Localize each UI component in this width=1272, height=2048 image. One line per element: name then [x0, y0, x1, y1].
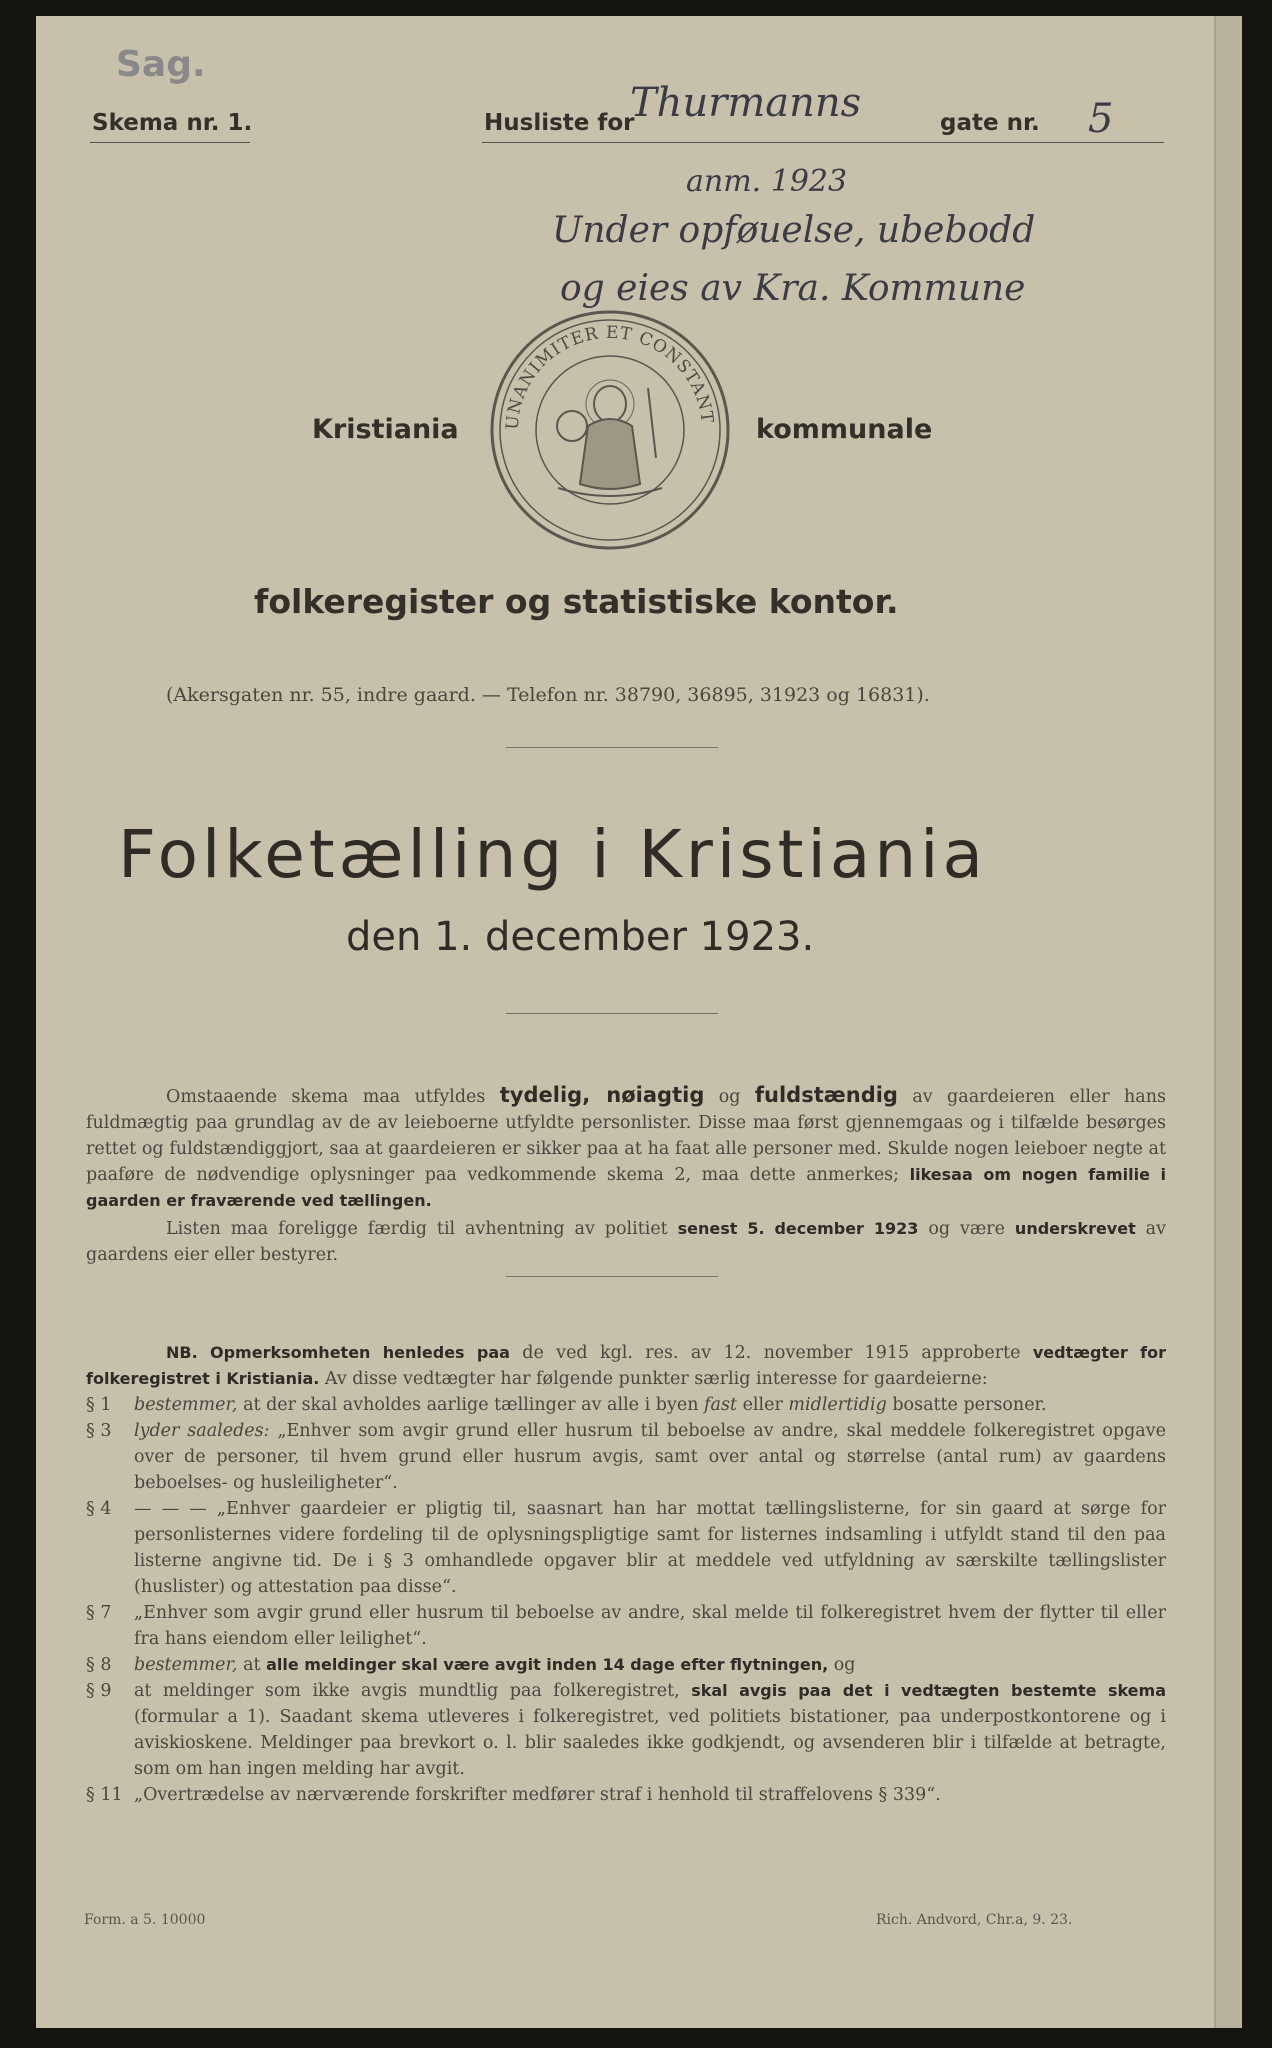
annotation-line-3: og eies av Kra. Kommune	[560, 268, 1026, 309]
section-number: § 9	[86, 1681, 112, 1701]
section-number: § 8	[86, 1655, 112, 1675]
schema-underline	[90, 142, 250, 143]
census-form-page: Sag. Skema nr. 1. Husliste for Thurmanns gate nr. 5 anm. 1923 Under opføuelse, ubebodd og eies av Kra. Kommune UNANIMITER ET CONSTANT Kristiania kommunale folkeregister og statistiske kontor. (Akersgaten nr. 55, indre gaard. — Telefon nr. 38790, 36895, 31923 og 16831). Folketælling i Kristiania den 1. december 1923. Omstaaende skema maa utfyldes tydelig, nøiagtig og fuldstændig av gaardeieren eller hans fuldmægtig paa grundlag av de av leieboerne utfyldte personlister. Disse maa først gjennemgaas og i tilfælde besørges rettet og fuldstændiggjort, saa at gaardeieren er sikker paa at ha faat alle personer med. Skulde nogen leieboer negte at paaføre de nødvendige oplysninger paa vedkommende skema 2, maa dette anmerkes; likesaa om nogen familie i gaarden er fraværende ved tællingen. Listen maa foreligge færdig til avhentning av politiet senest 5. december 1923 og være underskrevet av gaardens eier eller bestyrer. NB. Opmerksomheten henledes paa de ved kgl. res. av 12. november 1915 approberte vedtægter for folkeregistret i Kristiania. Av disse vedtægter har følgende punkter særlig interesse for gaardeierne: § 1 bestemmer, at der skal avholdes aarlige tællinger av alle i byen fast eller midlertidig bosatte personer. § 3 lyder saaledes: „Enhver som avgir grund eller husrum til beboelse av andre, skal meddele folkeregistret opgave over de personer, til hvem grund eller husrum avgis, samt over antal og størrelse (antal rum) av gaardens beboelses- og husleiligheter“. § 4 — — — „Enhver gaardeier er pligtig til, saasnart han har mottat tællingslisterne, for sin gaard at sørge for personlisternes videre fordeling til de oplysningspligtige samt for listernes indsamling i utfyldt stand til den paa listerne angivne tid. De i § 3 omhandlede opgaver blir at meddele ved utfyldning av særskilte tællingslister (huslister) og attestation paa disse“. § 7 „Enhver som avgir grund eller husrum til beboelse av andre, skal melde til folkeregistret hvem der flytter til eller fra hans eiendom eller leilighet“. § 8 bestemmer, at alle meldinger skal være avgit inden 14 dage efter flytningen, og § 9 at meldinger som ikke avgis mundtlig paa folkeregistret, skal avgis paa det i vedtægten bestemte skema (formular a 1). Saadant skema utleveres i folkeregistret, ved politiets bistationer, paa underpostkontorene og i aviskioskene. Meldinger paa brevkort o. l. blir saaledes ikke godkjendt, og avsenderen blir i tilfælde at betragte, som om han ingen melding har avgit. § 11 „Overtrædelse av nærværende forskrifter medfører straf i henhold til straffelovens § 339“. Form. a 5. 10000 Rich. Andvord, Chr.a, 9. 23.	[36, 16, 1242, 2028]
city-seal	[488, 308, 733, 553]
schema-label: Skema nr. 1.	[92, 110, 253, 136]
section-number: § 7	[86, 1603, 112, 1623]
sag-stamp: Sag.	[116, 44, 206, 85]
annotation-line-2: Under opføuelse, ubebodd	[552, 210, 1036, 251]
husliste-label: Husliste for	[484, 110, 635, 136]
census-date: den 1. december 1923.	[346, 914, 815, 960]
nb-lead: NB. Opmerksomheten henledes paa de ved kgl. res. av 12. november 1915 approberte vedtægter for folkeregistret i Kristiania. Av disse vedtægter har følgende punkter særlig interesse for gaardeierne:	[86, 1343, 1167, 1389]
office-title: folkeregister og statistiske kontor.	[254, 582, 899, 621]
intro-paragraph-1: Omstaaende skema maa utfyldes tydelig, nøiagtig og fuldstændig av gaardeieren eller hans fuldmægtig paa grundlag av de av leieboerne utfyldte personlister. Disse maa først gjennemgaas og i tilfælde besørges rettet og fuldstændiggjort, saa at gaardeieren er sikker paa at ha faat alle personer med. Skulde nogen leieboer negte at paaføre de nødvendige oplysninger paa vedkommende skema 2, maa dette anmerkes; likesaa om nogen familie i gaarden er fraværende ved tællingen.	[86, 1083, 1166, 1210]
divider-2	[506, 1013, 718, 1014]
office-left: Kristiania	[312, 414, 459, 445]
intro-paragraph-2: Listen maa foreligge færdig til avhentning av politiet senest 5. december 1923 og være underskrevet av gaardens eier eller bestyrer.	[86, 1219, 1166, 1265]
seal-text: UNANIMITER ET CONSTANT	[502, 322, 717, 431]
page-edge	[1214, 16, 1242, 2028]
street-name-handwritten: Thurmanns	[630, 80, 862, 126]
divider-1	[506, 747, 718, 748]
office-right: kommunale	[756, 414, 933, 445]
office-address: (Akersgaten nr. 55, indre gaard. — Telefon nr. 38790, 36895, 31923 og 16831).	[166, 684, 930, 706]
section-number: § 11	[86, 1785, 123, 1805]
footer-printer: Rich. Andvord, Chr.a, 9. 23.	[876, 1912, 1073, 1928]
header-underline	[482, 142, 1164, 143]
annotation-line-1: anm. 1923	[686, 164, 848, 199]
section-number: § 4	[86, 1499, 112, 1519]
census-title: Folketælling i Kristiania	[118, 816, 987, 893]
section-number: § 1	[86, 1395, 112, 1415]
section-number: § 3	[86, 1421, 112, 1441]
footer-form-number: Form. a 5. 10000	[84, 1912, 206, 1928]
gate-number-handwritten: 5	[1088, 96, 1114, 142]
gate-label: gate nr.	[940, 110, 1040, 136]
divider-3	[506, 1276, 718, 1277]
